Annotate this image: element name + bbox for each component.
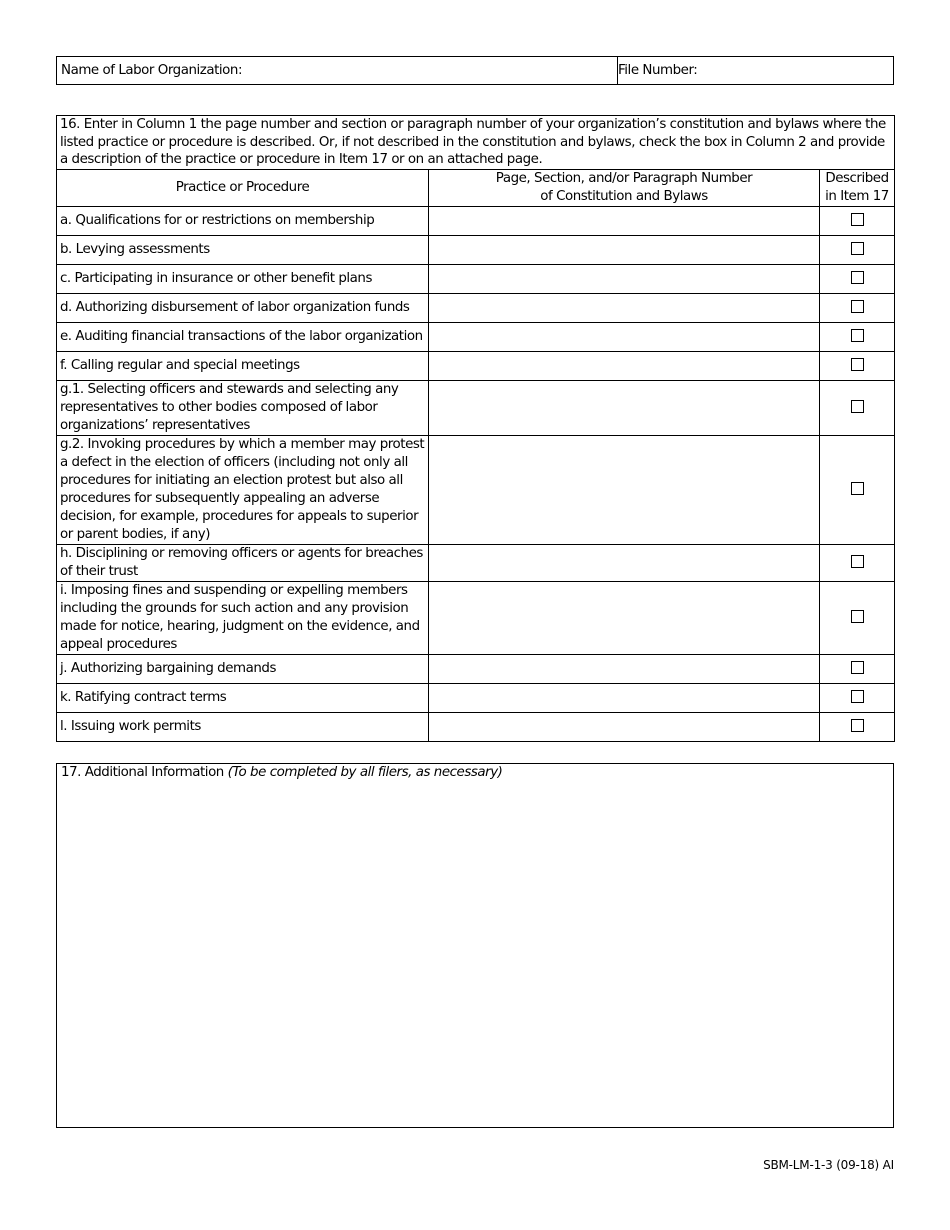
file-number-field[interactable] bbox=[614, 57, 893, 84]
table-row bbox=[57, 544, 895, 581]
practice-label: c. Participating in insurance or other benefit plans bbox=[57, 264, 429, 293]
table-row bbox=[57, 654, 895, 683]
additional-info-title: 17. Additional Information bbox=[61, 765, 224, 780]
table-row bbox=[57, 712, 895, 741]
practice-label: j. Authorizing bargaining demands bbox=[57, 654, 429, 683]
described-checkbox[interactable] bbox=[851, 661, 864, 674]
q16-instructions: 16. Enter in Column 1 the page number and section or paragraph number of your organization’s constitution and bylaws where the listed practice or procedure is described. Or, if not described in the constitution and bylaws, check the box in Column 2 and provide a description of the practice or procedure in Item 17 or on an attached page. bbox=[57, 116, 895, 170]
described-checkbox[interactable] bbox=[851, 213, 864, 226]
practice-label: a. Qualifications for or restrictions on membership bbox=[57, 206, 429, 235]
described-checkbox[interactable] bbox=[851, 555, 864, 568]
practice-label: h. Disciplining or removing officers or agents for breaches of their trust bbox=[57, 544, 429, 581]
practice-label: e. Auditing financial transactions of the labor organization bbox=[57, 322, 429, 351]
table-row bbox=[57, 293, 895, 322]
table-row bbox=[57, 581, 895, 654]
col-page-line2: of Constitution and Bylaws bbox=[540, 188, 708, 204]
described-checkbox[interactable] bbox=[851, 329, 864, 342]
additional-info-label bbox=[61, 764, 502, 782]
page-section-input[interactable] bbox=[429, 322, 820, 351]
additional-info-note: (To be completed by all filers, as necessary) bbox=[227, 765, 503, 780]
table-row bbox=[57, 351, 895, 380]
col-described-line1: Described bbox=[825, 170, 889, 186]
col-practice-label: Practice or Procedure bbox=[175, 179, 310, 195]
table-row bbox=[57, 206, 895, 235]
page-section-input[interactable] bbox=[429, 683, 820, 712]
described-checkbox[interactable] bbox=[851, 300, 864, 313]
additional-info-box[interactable] bbox=[56, 763, 894, 1128]
described-checkbox[interactable] bbox=[851, 610, 864, 623]
practice-label: l. Issuing work permits bbox=[57, 712, 429, 741]
page-section-input[interactable] bbox=[429, 544, 820, 581]
described-checkbox[interactable] bbox=[851, 242, 864, 255]
col-page-line1: Page, Section, and/or Paragraph Number bbox=[495, 170, 753, 186]
col-described-header bbox=[820, 169, 895, 206]
table-row bbox=[57, 235, 895, 264]
described-checkbox[interactable] bbox=[851, 719, 864, 732]
page-section-input[interactable] bbox=[429, 712, 820, 741]
org-name-field[interactable] bbox=[57, 57, 618, 84]
col-page-header bbox=[429, 169, 820, 206]
table-row bbox=[57, 380, 895, 435]
header-box bbox=[56, 56, 894, 85]
page-section-input[interactable] bbox=[429, 380, 820, 435]
practice-label: b. Levying assessments bbox=[57, 235, 429, 264]
page-section-input[interactable] bbox=[429, 581, 820, 654]
practice-label: g.2. Invoking procedures by which a member may protest a defect in the election of officers (including not only all procedures for initiating an election protest but also all procedures for subsequently appealing an adverse decision, for example, procedures for appeals to superior or parent bodies, if any) bbox=[57, 435, 429, 544]
described-checkbox[interactable] bbox=[851, 400, 864, 413]
page-section-input[interactable] bbox=[429, 435, 820, 544]
described-checkbox[interactable] bbox=[851, 358, 864, 371]
table-row bbox=[57, 322, 895, 351]
table-row bbox=[57, 683, 895, 712]
practice-label: g.1. Selecting officers and stewards and selecting any representatives to other bodies composed of labor organizations’ representatives bbox=[57, 380, 429, 435]
table-row bbox=[57, 435, 895, 544]
org-name-label: Name of Labor Organization: bbox=[61, 63, 243, 78]
file-number-label: File Number: bbox=[618, 63, 698, 78]
practices-table bbox=[56, 115, 895, 742]
described-checkbox[interactable] bbox=[851, 690, 864, 703]
page-section-input[interactable] bbox=[429, 235, 820, 264]
page-section-input[interactable] bbox=[429, 264, 820, 293]
page-section-input[interactable] bbox=[429, 654, 820, 683]
practice-label: i. Imposing fines and suspending or expelling members including the grounds for such action and any provision made for notice, hearing, judgment on the evidence, and appeal procedures bbox=[57, 581, 429, 654]
page-section-input[interactable] bbox=[429, 206, 820, 235]
table-row bbox=[57, 264, 895, 293]
practice-label: f. Calling regular and special meetings bbox=[57, 351, 429, 380]
page-section-input[interactable] bbox=[429, 351, 820, 380]
form-identifier: SBM-LM-1-3 (09-18) AI bbox=[763, 1158, 894, 1172]
col-described-line2: in Item 17 bbox=[825, 188, 889, 204]
col-practice-header bbox=[57, 169, 429, 206]
practice-label: k. Ratifying contract terms bbox=[57, 683, 429, 712]
page-section-input[interactable] bbox=[429, 293, 820, 322]
practice-label: d. Authorizing disbursement of labor organization funds bbox=[57, 293, 429, 322]
described-checkbox[interactable] bbox=[851, 271, 864, 284]
described-checkbox[interactable] bbox=[851, 482, 864, 495]
